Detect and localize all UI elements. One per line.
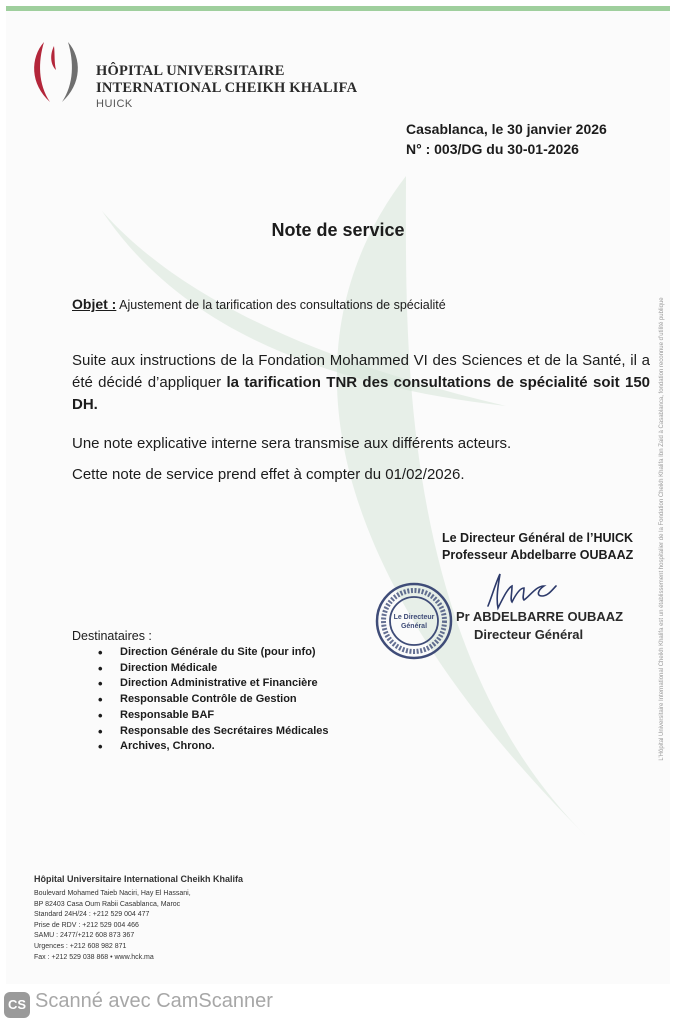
hospital-name-line2: INTERNATIONAL CHEIKH KHALIFA xyxy=(96,80,358,96)
recipient-item: • Responsable Contrôle de Gestion xyxy=(98,692,329,708)
body-paragraph-3: Cette note de service prend effet à compter du 01/02/2026. xyxy=(72,466,465,483)
camscanner-label: Scanné avec CamScanner xyxy=(35,990,273,1012)
footer-line: BP 82403 Casa Oum Rabii Casablanca, Maroc xyxy=(34,900,181,908)
body-paragraph-2: Une note explicative interne sera transmise aux différents acteurs. xyxy=(72,435,512,452)
signatory-title-line1: Le Directeur Général de l’HUICK xyxy=(442,531,634,545)
signatory-title-line2: Professeur Abdelbarre OUBAAZ xyxy=(442,548,634,562)
hospital-logo-icon xyxy=(28,40,84,112)
footer-line: Prise de RDV : +212 529 004 466 xyxy=(34,921,139,929)
recipient-item: • Responsable des Secrétaires Médicales xyxy=(98,724,329,740)
seal-text-line1: Le Directeur xyxy=(393,614,435,621)
body-paragraph-1-bold: la tarification TNR des consultations de spécialité soit 150 DH. xyxy=(72,374,651,413)
footer-line: Standard 24H/24 : +212 529 004 477 xyxy=(34,911,150,919)
recipient-item: • Responsable BAF xyxy=(98,708,329,724)
footer-line: Fax : +212 529 038 868 • www.hck.ma xyxy=(34,953,154,961)
stamp-role: Directeur Général xyxy=(474,627,584,642)
signatory-title xyxy=(442,530,633,564)
body-paragraph-1-text: Suite aux instructions de la Fondation Mohammed VI des Sciences et de la Santé, il a été décidé d’appliquer xyxy=(72,352,650,391)
footer-line: Urgences : +212 608 982 871 xyxy=(34,942,127,950)
recipient-item: • Direction Générale du Site (pour info) xyxy=(98,645,329,661)
document-title: Note de service xyxy=(271,220,405,240)
recipients-label: Destinataires : xyxy=(72,629,152,643)
camscanner-icon: CS xyxy=(4,992,30,1018)
stamp-name: Pr ABDELBARRE OUBAAZ xyxy=(456,609,624,624)
place-date: Casablanca, le 30 janvier 2026 xyxy=(406,121,607,137)
reference-number: N° : 003/DG du 30-01-2026 xyxy=(406,141,579,157)
subject-text: Ajustement de la tarification des consultations de spécialité xyxy=(119,298,446,312)
hospital-name xyxy=(96,63,357,97)
recipients-list xyxy=(98,645,329,755)
hospital-abbreviation: HUICK xyxy=(96,98,133,110)
hospital-name-line1: HÔPITAL UNIVERSITAIRE xyxy=(96,63,285,79)
body-paragraph-1 xyxy=(72,350,650,416)
document-page xyxy=(6,6,670,984)
side-legal-text: L’Hôpital Universitaire International Cheikh Khalifa est un établissement hospitalier de la Fondation Cheikh Khalifa Ibn Zaid à Casablanca, fondation reconnue d’utilité publique xyxy=(659,297,665,761)
footer-title: Hôpital Universitaire International Cheikh Khalifa xyxy=(34,874,244,884)
footer-line: Boulevard Mohamed Taieb Naciri, Hay El Hassani, xyxy=(34,890,191,897)
footer-contact xyxy=(34,889,191,963)
recipient-item: • Direction Administrative et Financière xyxy=(98,676,329,692)
recipient-item: • Direction Médicale xyxy=(98,661,329,677)
subject-label: Objet : xyxy=(72,296,117,312)
recipient-item: • Archives, Chrono. xyxy=(98,739,329,755)
camscanner-bar xyxy=(0,986,679,1024)
official-seal-stamp xyxy=(374,581,454,661)
subject-line xyxy=(72,296,446,312)
footer-line: SAMU : 2477/+212 608 873 367 xyxy=(34,932,135,940)
seal-text-line2: Général xyxy=(400,623,428,630)
